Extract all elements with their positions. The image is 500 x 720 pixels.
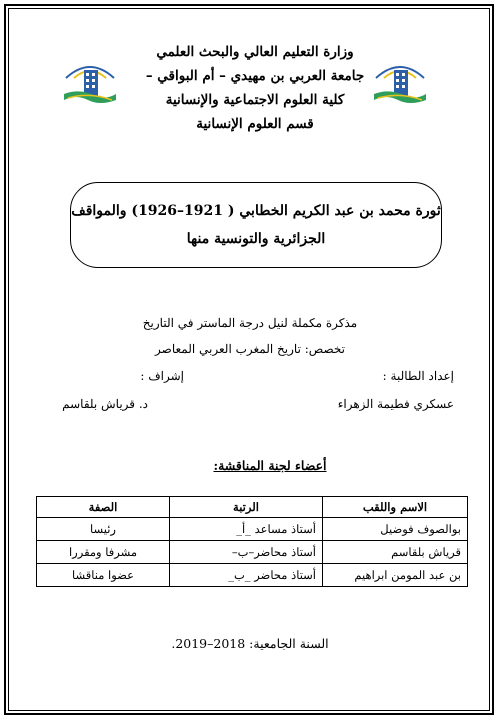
supervisor-label: إشراف : xyxy=(140,369,184,383)
committee-header-row xyxy=(37,497,468,518)
thesis-title-box xyxy=(70,182,442,268)
committee-title: أعضاء لجنة المناقشة: xyxy=(213,458,327,473)
member-role: عضوا مناقشا xyxy=(37,564,170,587)
department-name: قسم العلوم الإنسانية xyxy=(196,116,314,132)
university-name: جامعة العربي بن مهيدي – أم البواقي – xyxy=(145,68,365,84)
header-role: الصفة xyxy=(37,497,170,518)
member-rank: أستاذ محاضر–ب– xyxy=(170,541,323,564)
thesis-title-line1: ثورة محمد بن عبد الكريم الخطابي ( 1921–1926) والمواقف xyxy=(71,203,441,219)
table-row xyxy=(37,518,468,541)
header-name: الاسم واللقب xyxy=(323,497,468,518)
member-name: قرياش بلقاسم xyxy=(323,541,468,564)
member-rank: أستاذ مساعد _أ_ xyxy=(170,518,323,541)
student-name: عسكري فطيمة الزهراء xyxy=(337,397,454,411)
thesis-specialization: تخصص: تاريخ المغرب العربي المعاصر xyxy=(155,342,345,356)
table-row xyxy=(37,541,468,564)
ministry-name: وزارة التعليم العالي والبحث العلمي xyxy=(156,44,354,60)
thesis-degree: مذكرة مكملة لنيل درجة الماستر في التاريخ xyxy=(142,316,358,330)
table-row xyxy=(37,564,468,587)
supervisor-name: د. قرياش بلقاسم xyxy=(62,397,148,411)
member-role: رئيسا xyxy=(37,518,170,541)
faculty-name: كلية العلوم الاجتماعية والإنسانية xyxy=(165,92,345,108)
committee-table xyxy=(36,496,468,587)
member-role: مشرفا ومقررا xyxy=(37,541,170,564)
institution-header xyxy=(100,40,410,136)
prepared-by-label: إعداد الطالبة : xyxy=(382,369,454,383)
thesis-title-line2: الجزائرية والتونسية منها xyxy=(186,231,326,247)
member-name: بوالصوف فوضيل xyxy=(323,518,468,541)
member-rank: أستاذ محاضر _ب_ xyxy=(170,564,323,587)
member-name: بن عبد المومن ابراهيم xyxy=(323,564,468,587)
academic-year: السنة الجامعية: 2018–2019. xyxy=(171,636,329,651)
header-rank: الرتبة xyxy=(170,497,323,518)
